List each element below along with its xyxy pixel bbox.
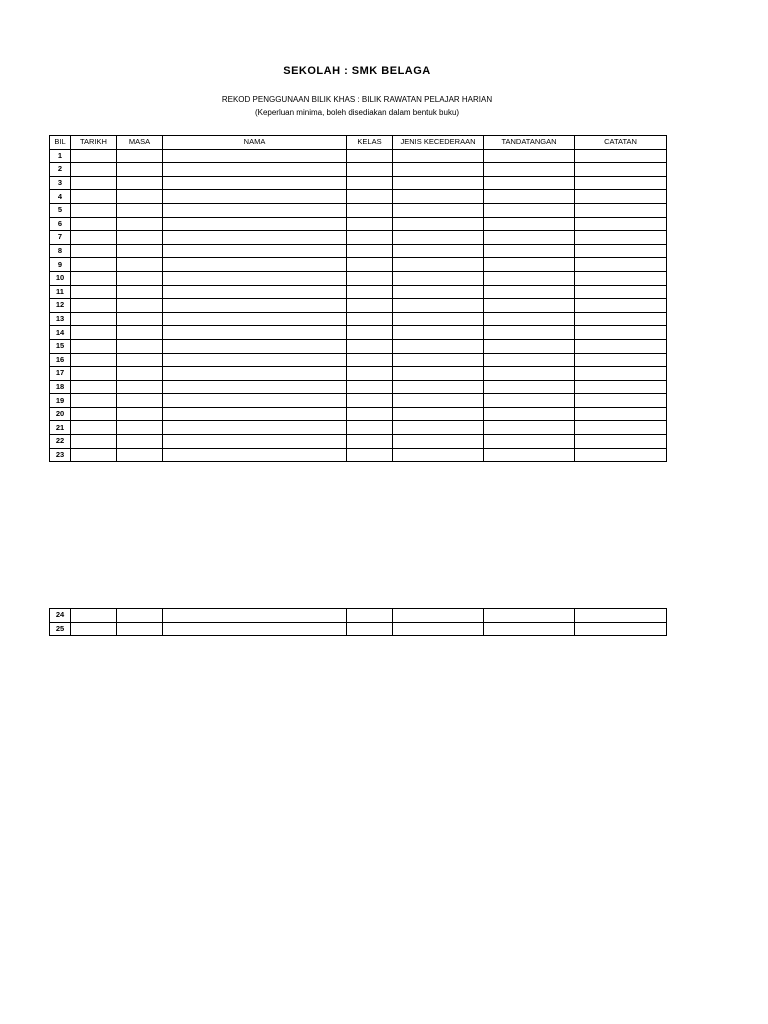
tarikh-cell [71, 421, 117, 435]
kelas-cell [347, 285, 393, 299]
tarikh-cell [71, 149, 117, 163]
column-header-nama: NAMA [163, 136, 347, 150]
row-number: 1 [50, 149, 71, 163]
column-header-kelas: KELAS [347, 136, 393, 150]
tarikh-cell [71, 339, 117, 353]
record-table [49, 135, 667, 462]
kelas-cell [347, 231, 393, 245]
tarikh-cell [71, 244, 117, 258]
table-row [50, 407, 667, 421]
nama-cell [163, 271, 347, 285]
record-note: (Keperluan minima, boleh disediakan dalam bentuk buku) [254, 108, 460, 117]
tarikh-cell [71, 271, 117, 285]
catatan-cell [575, 299, 667, 313]
nama-cell [163, 203, 347, 217]
nama-cell [163, 312, 347, 326]
kelas-cell [347, 149, 393, 163]
nama-cell [163, 244, 347, 258]
tarikh-cell [71, 448, 117, 462]
tandatangan-cell [484, 231, 575, 245]
jenis-kecederaan-cell [393, 271, 484, 285]
row-number: 12 [50, 299, 71, 313]
catatan-cell [575, 190, 667, 204]
kelas-cell [347, 622, 393, 636]
catatan-cell [575, 149, 667, 163]
table-row [50, 285, 667, 299]
column-header-tarikh: TARIKH [71, 136, 117, 150]
kelas-cell [347, 421, 393, 435]
tandatangan-cell [484, 353, 575, 367]
table-row [50, 176, 667, 190]
nama-cell [163, 163, 347, 177]
jenis-kecederaan-cell [393, 231, 484, 245]
row-number: 9 [50, 258, 71, 272]
tarikh-cell [71, 203, 117, 217]
tarikh-cell [71, 435, 117, 449]
jenis-kecederaan-cell [393, 258, 484, 272]
catatan-cell [575, 285, 667, 299]
tarikh-cell [71, 163, 117, 177]
kelas-cell [347, 203, 393, 217]
tandatangan-cell [484, 244, 575, 258]
record-title: REKOD PENGGUNAAN BILIK KHAS : BILIK RAWATAN PELAJAR HARIAN [221, 95, 493, 104]
catatan-cell [575, 435, 667, 449]
nama-cell [163, 407, 347, 421]
masa-cell [117, 149, 163, 163]
masa-cell [117, 190, 163, 204]
kelas-cell [347, 407, 393, 421]
kelas-cell [347, 609, 393, 623]
jenis-kecederaan-cell [393, 380, 484, 394]
tarikh-cell [71, 285, 117, 299]
tandatangan-cell [484, 190, 575, 204]
masa-cell [117, 353, 163, 367]
tandatangan-cell [484, 203, 575, 217]
table-row [50, 367, 667, 381]
tarikh-cell [71, 217, 117, 231]
catatan-cell [575, 407, 667, 421]
table-header-row [50, 136, 667, 150]
nama-cell [163, 190, 347, 204]
tarikh-cell [71, 622, 117, 636]
catatan-cell [575, 421, 667, 435]
row-number: 25 [50, 622, 71, 636]
masa-cell [117, 367, 163, 381]
tandatangan-cell [484, 622, 575, 636]
kelas-cell [347, 380, 393, 394]
nama-cell [163, 353, 347, 367]
nama-cell [163, 421, 347, 435]
nama-cell [163, 299, 347, 313]
row-number: 17 [50, 367, 71, 381]
masa-cell [117, 163, 163, 177]
masa-cell [117, 421, 163, 435]
kelas-cell [347, 163, 393, 177]
tandatangan-cell [484, 258, 575, 272]
catatan-cell [575, 353, 667, 367]
table-row [50, 339, 667, 353]
row-number: 5 [50, 203, 71, 217]
row-number: 7 [50, 231, 71, 245]
row-number: 23 [50, 448, 71, 462]
masa-cell [117, 217, 163, 231]
table-row [50, 394, 667, 408]
tandatangan-cell [484, 285, 575, 299]
kelas-cell [347, 339, 393, 353]
tandatangan-cell [484, 380, 575, 394]
nama-cell [163, 448, 347, 462]
tandatangan-cell [484, 299, 575, 313]
masa-cell [117, 203, 163, 217]
catatan-cell [575, 312, 667, 326]
tarikh-cell [71, 190, 117, 204]
nama-cell [163, 609, 347, 623]
masa-cell [117, 312, 163, 326]
row-number: 15 [50, 339, 71, 353]
kelas-cell [347, 435, 393, 449]
nama-cell [163, 285, 347, 299]
jenis-kecederaan-cell [393, 163, 484, 177]
jenis-kecederaan-cell [393, 339, 484, 353]
masa-cell [117, 435, 163, 449]
jenis-kecederaan-cell [393, 149, 484, 163]
table-row [50, 353, 667, 367]
jenis-kecederaan-cell [393, 285, 484, 299]
nama-cell [163, 394, 347, 408]
jenis-kecederaan-cell [393, 609, 484, 623]
catatan-cell [575, 258, 667, 272]
catatan-cell [575, 244, 667, 258]
table-row [50, 380, 667, 394]
nama-cell [163, 367, 347, 381]
tandatangan-cell [484, 367, 575, 381]
jenis-kecederaan-cell [393, 448, 484, 462]
jenis-kecederaan-cell [393, 421, 484, 435]
row-number: 20 [50, 407, 71, 421]
jenis-kecederaan-cell [393, 312, 484, 326]
tandatangan-cell [484, 394, 575, 408]
jenis-kecederaan-cell [393, 622, 484, 636]
row-number: 4 [50, 190, 71, 204]
row-number: 24 [50, 609, 71, 623]
tandatangan-cell [484, 407, 575, 421]
masa-cell [117, 407, 163, 421]
catatan-cell [575, 203, 667, 217]
tarikh-cell [71, 367, 117, 381]
jenis-kecederaan-cell [393, 217, 484, 231]
kelas-cell [347, 271, 393, 285]
catatan-cell [575, 380, 667, 394]
masa-cell [117, 231, 163, 245]
table-row [50, 163, 667, 177]
masa-cell [117, 326, 163, 340]
row-number: 10 [50, 271, 71, 285]
tandatangan-cell [484, 326, 575, 340]
catatan-cell [575, 217, 667, 231]
table-row [50, 312, 667, 326]
tarikh-cell [71, 312, 117, 326]
tarikh-cell [71, 394, 117, 408]
nama-cell [163, 176, 347, 190]
tandatangan-cell [484, 149, 575, 163]
jenis-kecederaan-cell [393, 367, 484, 381]
tandatangan-cell [484, 421, 575, 435]
tarikh-cell [71, 231, 117, 245]
nama-cell [163, 339, 347, 353]
row-number: 2 [50, 163, 71, 177]
tarikh-cell [71, 609, 117, 623]
kelas-cell [347, 367, 393, 381]
table-row [50, 326, 667, 340]
masa-cell [117, 380, 163, 394]
nama-cell [163, 149, 347, 163]
row-number: 19 [50, 394, 71, 408]
kelas-cell [347, 190, 393, 204]
table-row [50, 217, 667, 231]
masa-cell [117, 448, 163, 462]
catatan-cell [575, 339, 667, 353]
tandatangan-cell [484, 176, 575, 190]
masa-cell [117, 339, 163, 353]
column-header-masa: MASA [117, 136, 163, 150]
jenis-kecederaan-cell [393, 203, 484, 217]
table-row [50, 231, 667, 245]
jenis-kecederaan-cell [393, 353, 484, 367]
table-row [50, 203, 667, 217]
catatan-cell [575, 367, 667, 381]
jenis-kecederaan-cell [393, 244, 484, 258]
kelas-cell [347, 299, 393, 313]
tandatangan-cell [484, 217, 575, 231]
jenis-kecederaan-cell [393, 190, 484, 204]
row-number: 3 [50, 176, 71, 190]
tandatangan-cell [484, 609, 575, 623]
row-number: 21 [50, 421, 71, 435]
masa-cell [117, 176, 163, 190]
nama-cell [163, 435, 347, 449]
tarikh-cell [71, 176, 117, 190]
table-row [50, 190, 667, 204]
nama-cell [163, 217, 347, 231]
table-row [50, 448, 667, 462]
school-title: SEKOLAH : SMK BELAGA [283, 65, 431, 77]
tandatangan-cell [484, 271, 575, 285]
nama-cell [163, 380, 347, 394]
tandatangan-cell [484, 163, 575, 177]
masa-cell [117, 299, 163, 313]
catatan-cell [575, 326, 667, 340]
table-row [50, 244, 667, 258]
table-row [50, 421, 667, 435]
catatan-cell [575, 231, 667, 245]
table-row [50, 435, 667, 449]
row-number: 8 [50, 244, 71, 258]
kelas-cell [347, 217, 393, 231]
column-header-bil: BIL [50, 136, 71, 150]
masa-cell [117, 394, 163, 408]
catatan-cell [575, 271, 667, 285]
jenis-kecederaan-cell [393, 299, 484, 313]
nama-cell [163, 622, 347, 636]
catatan-cell [575, 394, 667, 408]
table-row [50, 258, 667, 272]
kelas-cell [347, 312, 393, 326]
jenis-kecederaan-cell [393, 394, 484, 408]
nama-cell [163, 231, 347, 245]
table-row [50, 622, 667, 636]
jenis-kecederaan-cell [393, 407, 484, 421]
row-number: 13 [50, 312, 71, 326]
jenis-kecederaan-cell [393, 326, 484, 340]
tandatangan-cell [484, 448, 575, 462]
jenis-kecederaan-cell [393, 176, 484, 190]
record-table-continued [49, 608, 667, 636]
masa-cell [117, 271, 163, 285]
table-row [50, 609, 667, 623]
kelas-cell [347, 258, 393, 272]
tarikh-cell [71, 407, 117, 421]
nama-cell [163, 258, 347, 272]
table-row [50, 271, 667, 285]
tarikh-cell [71, 380, 117, 394]
tarikh-cell [71, 353, 117, 367]
catatan-cell [575, 176, 667, 190]
tandatangan-cell [484, 435, 575, 449]
row-number: 22 [50, 435, 71, 449]
masa-cell [117, 258, 163, 272]
masa-cell [117, 622, 163, 636]
column-header-tandatangan: TANDATANGAN [484, 136, 575, 150]
row-number: 16 [50, 353, 71, 367]
catatan-cell [575, 163, 667, 177]
catatan-cell [575, 609, 667, 623]
row-number: 6 [50, 217, 71, 231]
column-header-catatan: CATATAN [575, 136, 667, 150]
row-number: 18 [50, 380, 71, 394]
catatan-cell [575, 622, 667, 636]
tarikh-cell [71, 326, 117, 340]
kelas-cell [347, 326, 393, 340]
kelas-cell [347, 448, 393, 462]
tarikh-cell [71, 258, 117, 272]
kelas-cell [347, 394, 393, 408]
masa-cell [117, 244, 163, 258]
nama-cell [163, 326, 347, 340]
kelas-cell [347, 353, 393, 367]
masa-cell [117, 285, 163, 299]
jenis-kecederaan-cell [393, 435, 484, 449]
column-header-jenis-kecederaan: JENIS KECEDERAAN [393, 136, 484, 150]
table-row [50, 299, 667, 313]
table-row [50, 149, 667, 163]
kelas-cell [347, 176, 393, 190]
tandatangan-cell [484, 339, 575, 353]
tandatangan-cell [484, 312, 575, 326]
masa-cell [117, 609, 163, 623]
row-number: 14 [50, 326, 71, 340]
catatan-cell [575, 448, 667, 462]
tarikh-cell [71, 299, 117, 313]
row-number: 11 [50, 285, 71, 299]
kelas-cell [347, 244, 393, 258]
